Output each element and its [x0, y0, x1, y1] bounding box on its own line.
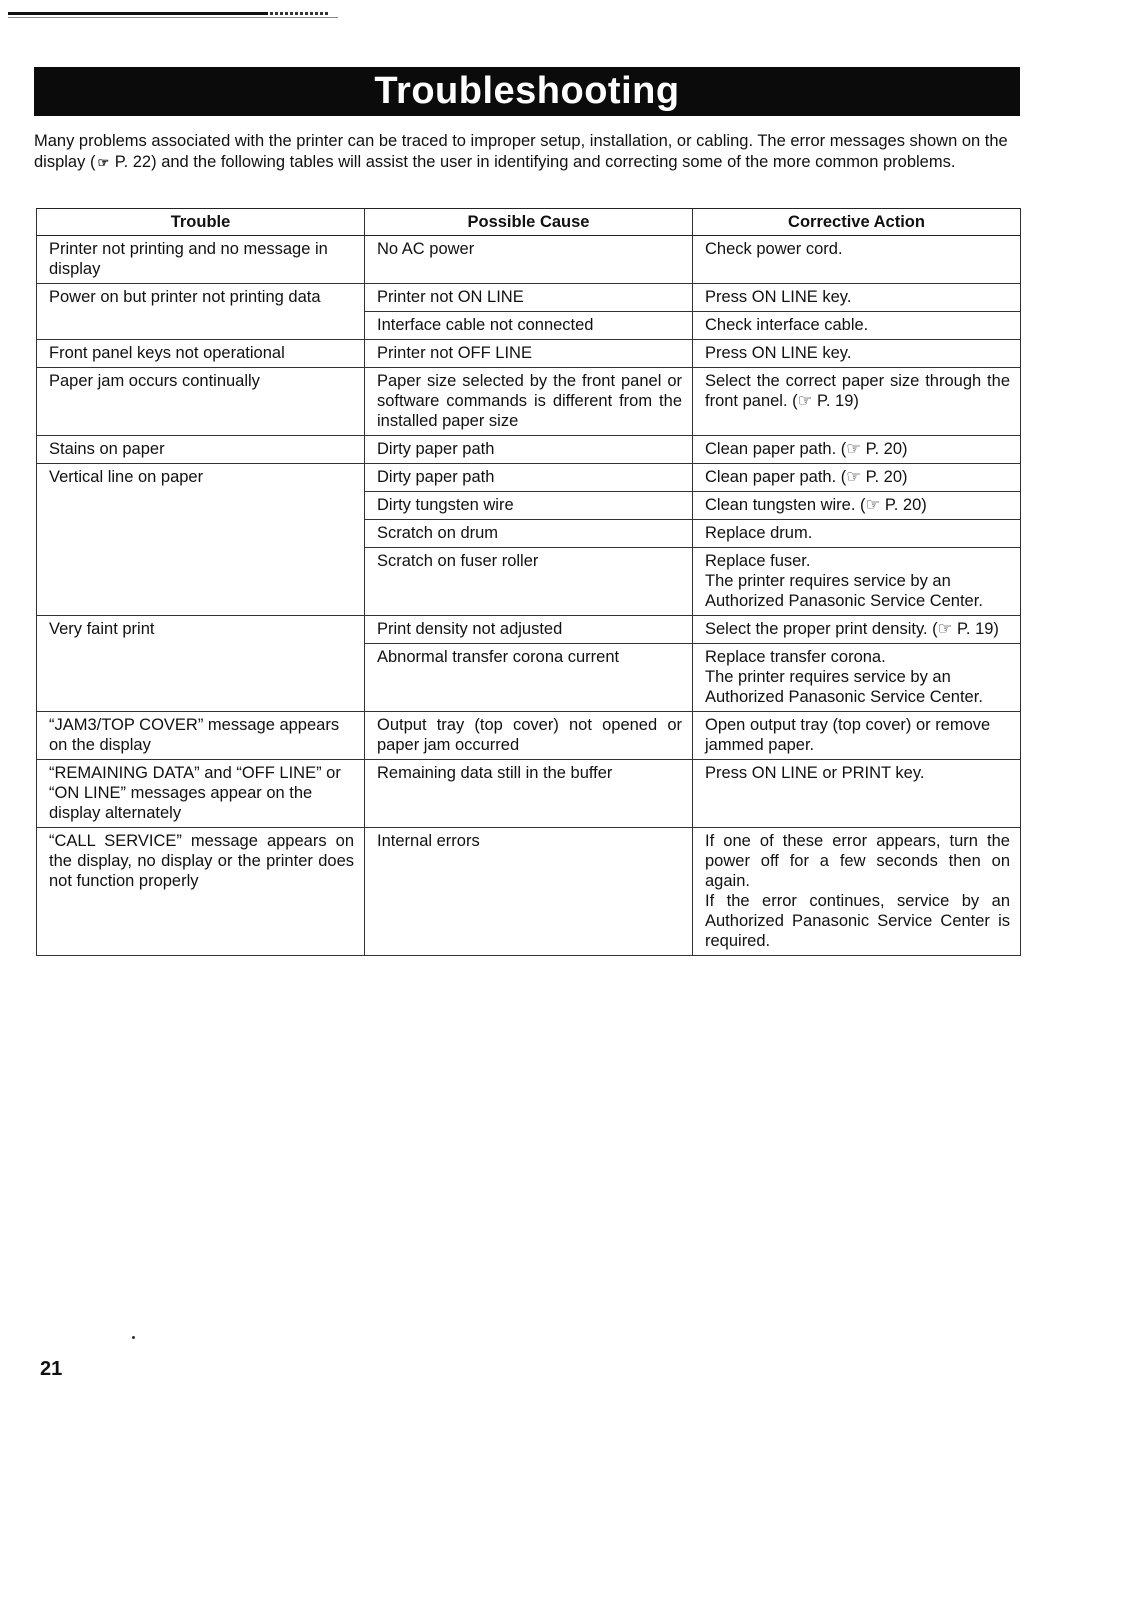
action-cell: Select the proper print density. (☞ P. 19): [693, 616, 1021, 644]
cause-cell: Remaining data still in the buffer: [365, 760, 693, 828]
table-row: [37, 828, 1021, 956]
trouble-cell: Paper jam occurs continually: [37, 368, 365, 436]
table-row: [37, 236, 1021, 284]
action-cell: Check interface cable.: [693, 312, 1021, 340]
table-row: [37, 712, 1021, 760]
cause-cell: Scratch on drum: [365, 520, 693, 548]
reference-hand-icon: ☞: [97, 154, 109, 170]
action-cell: Press ON LINE or PRINT key.: [693, 760, 1021, 828]
trouble-cell: Front panel keys not operational: [37, 340, 365, 368]
cause-cell: Printer not ON LINE: [365, 284, 693, 312]
cause-cell: No AC power: [365, 236, 693, 284]
table-row: [37, 616, 1021, 644]
troubleshooting-table: [36, 208, 1021, 956]
trouble-cell: Very faint print: [37, 616, 365, 712]
intro-ref-page: P. 22: [114, 152, 152, 171]
header-trouble: Trouble: [37, 209, 365, 236]
trouble-cell: Stains on paper: [37, 436, 365, 464]
intro-text-end: ) and the following tables will assist the user in identifying and correcting some of the more common problems.: [151, 152, 956, 171]
table-row: [37, 284, 1021, 312]
action-cell: If one of these error appears, turn the power off for a few seconds then on again. If the error continues, service by an Authorized Panasonic Service Center is required.: [693, 828, 1021, 956]
table-row: [37, 340, 1021, 368]
action-cell: Replace transfer corona. The printer requires service by an Authorized Panasonic Service Center.: [693, 644, 1021, 712]
intro-paragraph: [34, 131, 1024, 173]
action-cell: Replace drum.: [693, 520, 1021, 548]
action-cell: Check power cord.: [693, 236, 1021, 284]
action-cell: Clean tungsten wire. (☞ P. 20): [693, 492, 1021, 520]
cause-cell: Paper size selected by the front panel or software commands is different from the installed paper size: [365, 368, 693, 436]
cause-cell: Dirty paper path: [365, 436, 693, 464]
table-row: [37, 368, 1021, 436]
trouble-cell: “CALL SERVICE” message appears on the display, no display or the printer does not function properly: [37, 828, 365, 956]
action-cell: Press ON LINE key.: [693, 284, 1021, 312]
table-header-row: [37, 209, 1021, 236]
cause-cell: Printer not OFF LINE: [365, 340, 693, 368]
cause-cell: Abnormal transfer corona current: [365, 644, 693, 712]
cause-cell: Interface cable not connected: [365, 312, 693, 340]
trouble-cell: Vertical line on paper: [37, 464, 365, 616]
cause-cell: Dirty paper path: [365, 464, 693, 492]
header-possible-cause: Possible Cause: [365, 209, 693, 236]
action-cell: Replace fuser. The printer requires service by an Authorized Panasonic Service Center.: [693, 548, 1021, 616]
action-cell: Clean paper path. (☞ P. 20): [693, 436, 1021, 464]
cause-cell: Output tray (top cover) not opened or paper jam occurred: [365, 712, 693, 760]
action-cell: Select the correct paper size through the front panel. (☞ P. 19): [693, 368, 1021, 436]
page-number: 21: [40, 1358, 63, 1380]
table-row: [37, 436, 1021, 464]
cause-cell: Dirty tungsten wire: [365, 492, 693, 520]
action-cell: Clean paper path. (☞ P. 20): [693, 464, 1021, 492]
cause-cell: Internal errors: [365, 828, 693, 956]
scan-dot: [132, 1336, 135, 1339]
trouble-cell: “REMAINING DATA” and “OFF LINE” or “ON LINE” messages appear on the display alternately: [37, 760, 365, 828]
page-title: Troubleshooting: [34, 67, 1020, 116]
action-cell: Press ON LINE key.: [693, 340, 1021, 368]
action-cell: Open output tray (top cover) or remove jammed paper.: [693, 712, 1021, 760]
cause-cell: Print density not adjusted: [365, 616, 693, 644]
table-row: [37, 760, 1021, 828]
trouble-cell: Power on but printer not printing data: [37, 284, 365, 340]
trouble-cell: Printer not printing and no message in display: [37, 236, 365, 284]
trouble-cell: “JAM3/TOP COVER” message appears on the display: [37, 712, 365, 760]
cause-cell: Scratch on fuser roller: [365, 548, 693, 616]
intro-text-start: Many problems associated with the printer can be traced to improper setup, installation, or cabling. The error messages shown on the display (: [34, 132, 1008, 171]
top-scan-strip: [8, 10, 368, 18]
header-corrective-action: Corrective Action: [693, 209, 1021, 236]
table-row: [37, 464, 1021, 492]
